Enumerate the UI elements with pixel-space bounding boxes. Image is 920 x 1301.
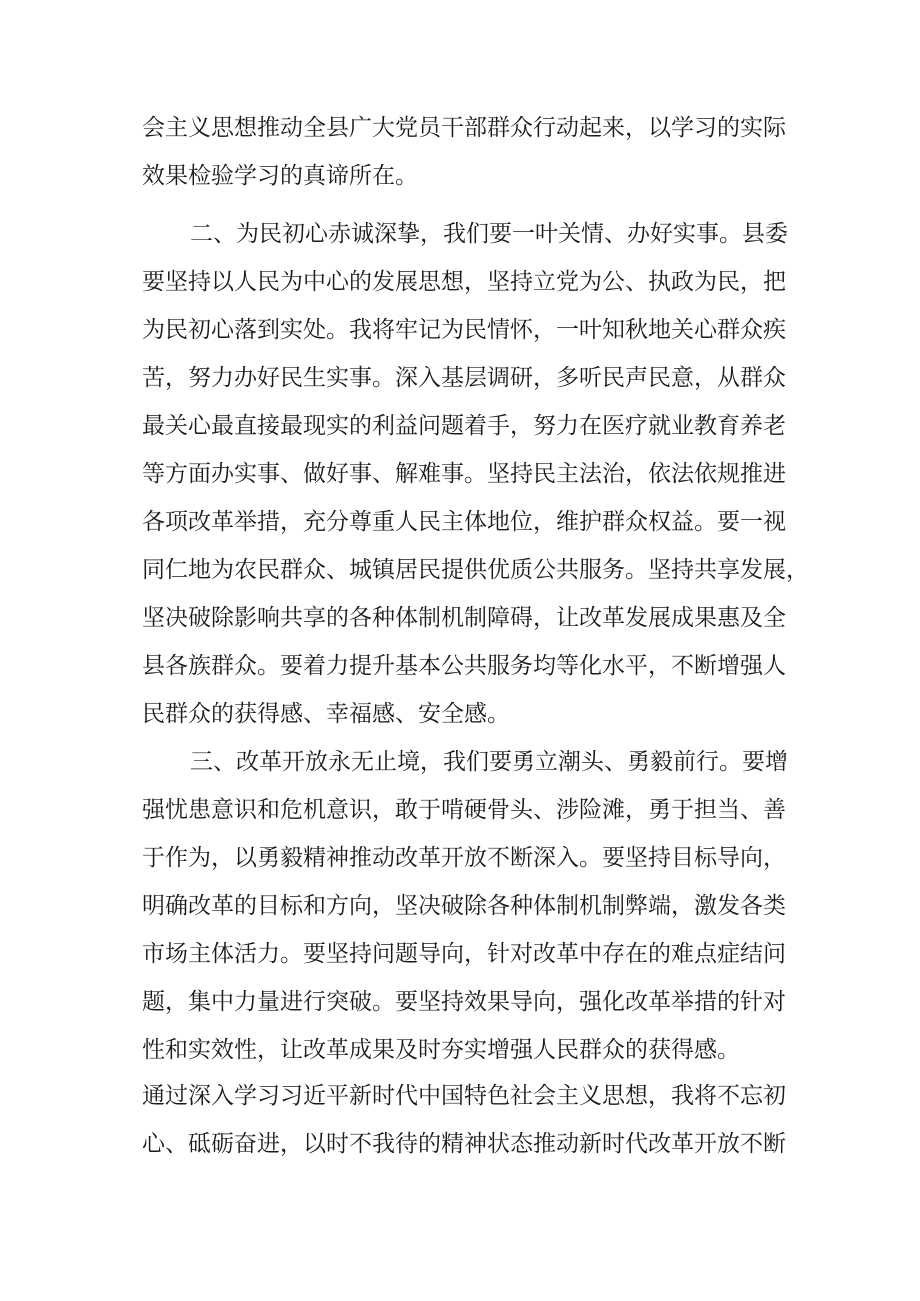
text-line: 最关心最直接最现实的利益问题着手，努力在医疗就业教育养老 [142, 413, 786, 439]
text-line: 会主义思想推动全县广大党员干部群众行动起来，以学习的实际 [142, 115, 786, 141]
text-line: 强忧患意识和危机意识，敢于啃硬骨头、涉险滩，勇于担当、善 [142, 797, 786, 823]
text-line: 同仁地为农民群众、城镇居民提供优质公共服务。坚持共享发展， [142, 557, 809, 583]
text-line: 县各族群众。要着力提升基本公共服务均等化水平，不断增强人 [142, 653, 786, 679]
text-line: 性和实效性，让改革成果及时夯实增强人民群众的获得感。 [142, 1037, 740, 1063]
closing-paragraph-line: 通过深入学习习近平新时代中国特色社会主义思想，我将不忘初 [142, 1083, 786, 1109]
text-line: 等方面办实事、做好事、解难事。坚持民主法治，依法依规推进 [142, 461, 786, 487]
paragraph-heading-2: 二、为民初心赤诚深挚，我们要一叶关情、办好实事。县委 [190, 221, 788, 247]
text-line: 坚决破除影响共享的各种体制机制障碍，让改革发展成果惠及全 [142, 605, 786, 631]
text-line: 于作为，以勇毅精神推动改革开放不断深入。要坚持目标导向， [142, 845, 786, 871]
text-line: 苦，努力办好民生实事。深入基层调研，多听民声民意，从群众 [142, 365, 786, 391]
paragraph-heading-3: 三、改革开放永无止境，我们要勇立潮头、勇毅前行。要增 [190, 749, 788, 775]
text-line: 效果检验学习的真谛所在。 [142, 163, 418, 189]
text-line: 市场主体活力。要坚持问题导向，针对改革中存在的难点症结问 [142, 941, 786, 967]
text-line: 各项改革举措，充分尊重人民主体地位，维护群众权益。要一视 [142, 509, 786, 535]
text-line: 民群众的获得感、幸福感、安全感。 [142, 701, 510, 727]
text-line: 明确改革的目标和方向，坚决破除各种体制机制弊端，激发各类 [142, 893, 786, 919]
text-line: 为民初心落到实处。我将牢记为民情怀，一叶知秋地关心群众疾 [142, 317, 786, 343]
closing-paragraph-line: 心、砥砺奋进，以时不我待的精神状态推动新时代改革开放不断 [142, 1131, 786, 1157]
text-line: 题，集中力量进行突破。要坚持效果导向，强化改革举措的针对 [142, 989, 786, 1015]
text-line: 要坚持以人民为中心的发展思想，坚持立党为公、执政为民，把 [142, 269, 786, 295]
